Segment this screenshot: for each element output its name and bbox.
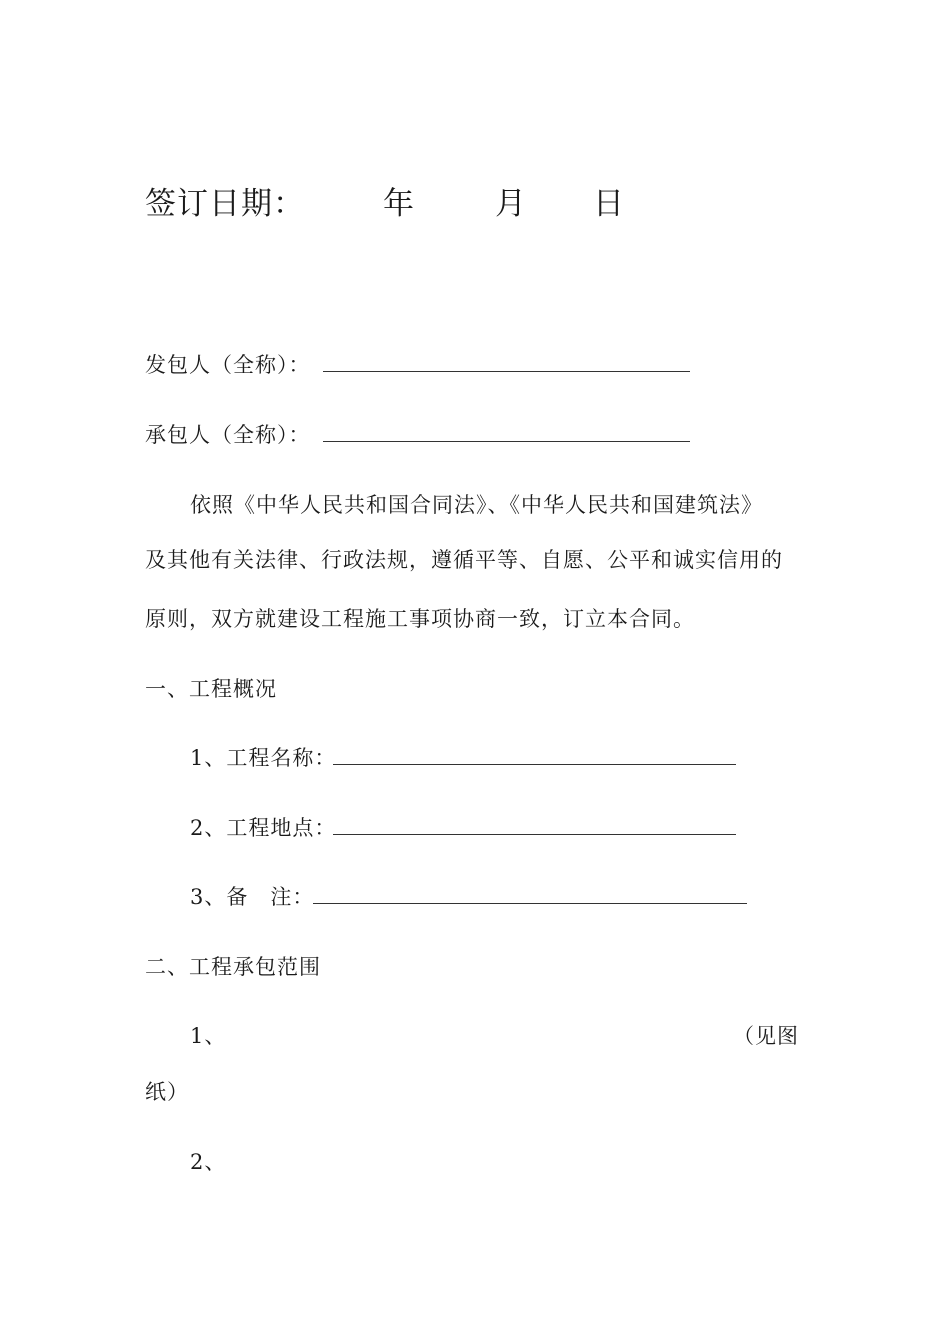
preamble-line-2: 及其他有关法律、行政法规，遵循平等、自愿、公平和诚实信用的 bbox=[145, 548, 783, 572]
section-1-heading: 一、工程概况 bbox=[145, 677, 277, 701]
project-name-field[interactable] bbox=[333, 764, 736, 765]
remarks-label: 3、备 注： bbox=[190, 885, 315, 909]
project-location-label: 2、工程地点： bbox=[190, 816, 337, 840]
preamble-line-1: 依照《中华人民共和国合同法》、《中华人民共和国建筑法》 bbox=[190, 493, 763, 517]
preamble-line-3: 原则，双方就建设工程施工事项协商一致，订立本合同。 bbox=[145, 607, 695, 631]
scope-item-1-wrap: 纸） bbox=[145, 1080, 189, 1104]
employer-name-field[interactable] bbox=[323, 371, 690, 372]
project-location-field[interactable] bbox=[333, 834, 736, 835]
section-2-heading: 二、工程承包范围 bbox=[145, 955, 321, 979]
employer-label: 发包人（全称）： bbox=[145, 353, 311, 377]
signing-month-label: 月 bbox=[495, 186, 527, 222]
scope-item-1-suffix: （见图 bbox=[733, 1024, 799, 1048]
remarks-field[interactable] bbox=[313, 903, 747, 904]
contractor-name-field[interactable] bbox=[323, 441, 690, 442]
project-name-label: 1、工程名称： bbox=[190, 746, 337, 770]
scope-item-1-prefix: 1、 bbox=[190, 1024, 227, 1048]
scope-item-2-prefix: 2、 bbox=[190, 1150, 227, 1174]
signing-day-label: 日 bbox=[593, 186, 625, 222]
signing-date-label: 签订日期： bbox=[145, 186, 305, 222]
contractor-label: 承包人（全称）： bbox=[145, 423, 311, 447]
signing-year-label: 年 bbox=[383, 186, 415, 222]
